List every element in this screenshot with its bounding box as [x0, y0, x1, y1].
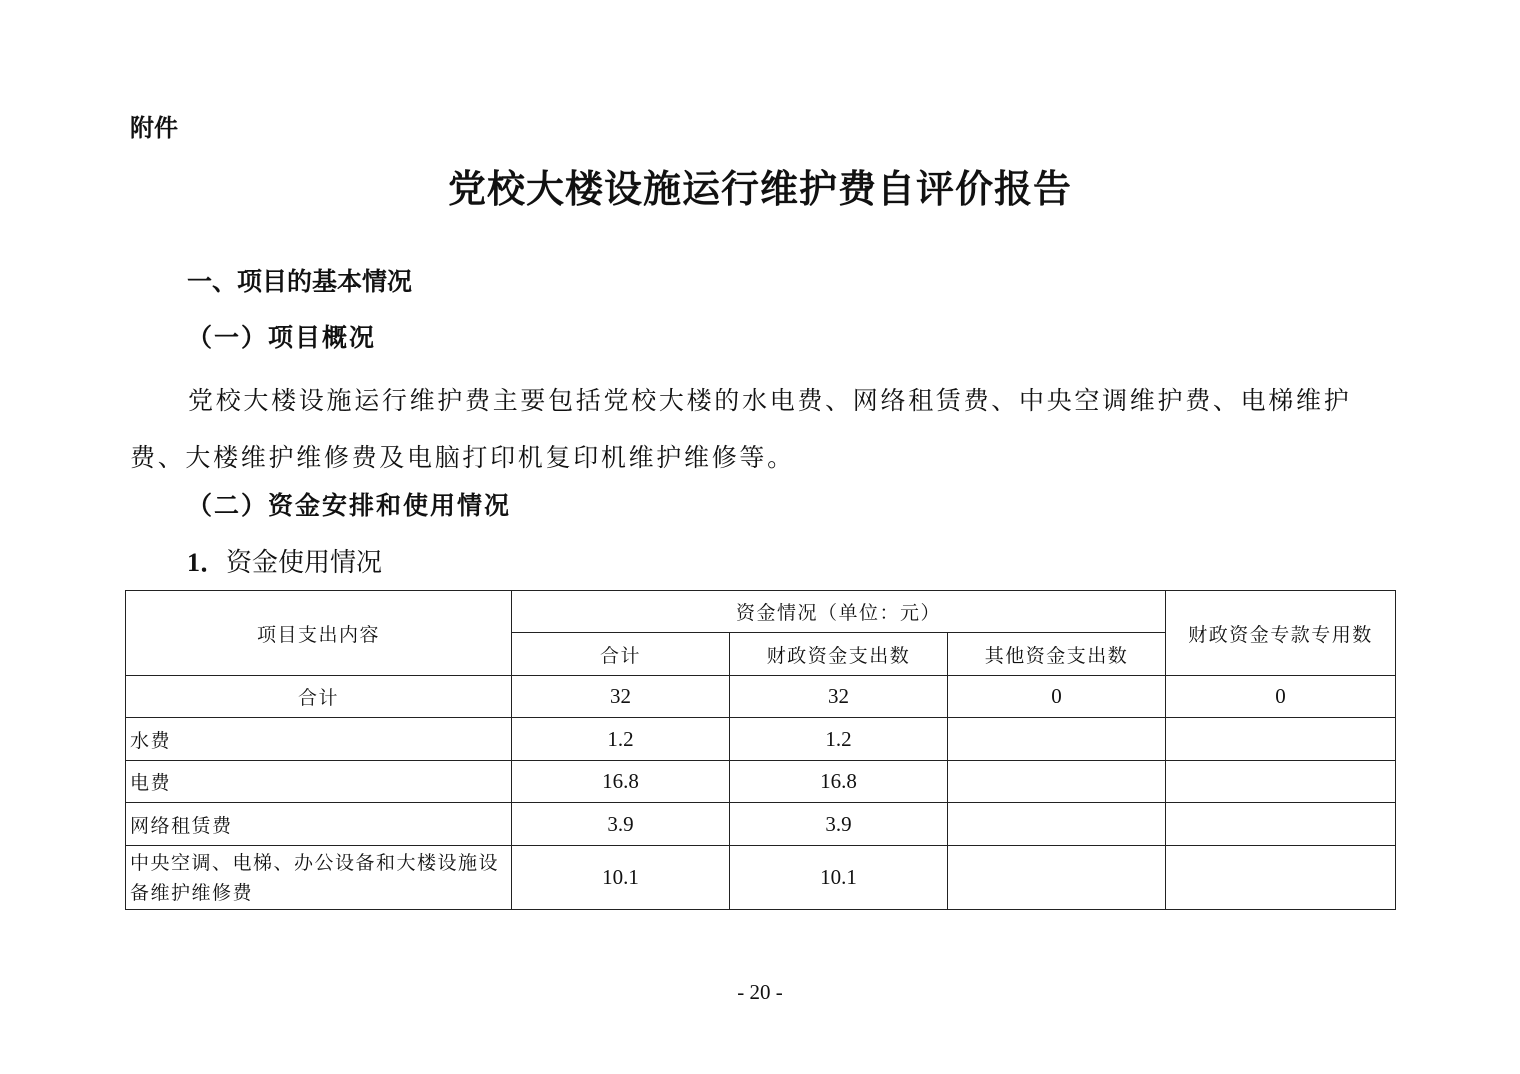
table-header-row — [126, 591, 1396, 633]
page-number: - 20 - — [737, 980, 783, 1004]
row-special — [1166, 761, 1396, 803]
row-total: 32 — [512, 676, 730, 718]
row-item: 中央空调、电梯、办公设备和大楼设施设备维护维修费 — [126, 846, 512, 910]
subsection-heading-funding: （二）资金安排和使用情况 — [187, 491, 512, 520]
row-fiscal: 10.1 — [730, 846, 948, 910]
item-number: 1． — [187, 548, 227, 577]
row-item: 电费 — [126, 761, 512, 803]
row-special — [1166, 846, 1396, 910]
row-special — [1166, 718, 1396, 761]
attachment-label: 附件 — [130, 114, 178, 142]
section-heading-basic-info: 一、项目的基本情况 — [187, 267, 413, 296]
row-total: 16.8 — [512, 761, 730, 803]
row-total: 10.1 — [512, 846, 730, 910]
header-item-content: 项目支出内容 — [126, 591, 512, 676]
row-other — [948, 761, 1166, 803]
table-row — [126, 846, 1396, 910]
header-fiscal-expenditure: 财政资金支出数 — [730, 633, 948, 676]
row-item: 网络租赁费 — [126, 803, 512, 846]
table-row — [126, 718, 1396, 761]
row-other — [948, 718, 1166, 761]
header-other-expenditure: 其他资金支出数 — [948, 633, 1166, 676]
row-fiscal: 3.9 — [730, 803, 948, 846]
row-fiscal: 1.2 — [730, 718, 948, 761]
header-funds-group: 资金情况（单位：元） — [512, 591, 1166, 633]
row-special: 0 — [1166, 676, 1396, 718]
overview-paragraph: 党校大楼设施运行维护费主要包括党校大楼的水电费、网络租赁费、中央空调维护费、电梯维护费、大楼维护维修费及电脑打印机复印机维护维修等。 — [130, 386, 1352, 472]
header-total: 合计 — [512, 633, 730, 676]
row-fiscal: 32 — [730, 676, 948, 718]
row-item: 合计 — [126, 676, 512, 718]
row-total: 3.9 — [512, 803, 730, 846]
item-heading-text: 资金使用情况 — [226, 548, 383, 578]
row-fiscal: 16.8 — [730, 761, 948, 803]
row-other — [948, 846, 1166, 910]
row-other — [948, 803, 1166, 846]
table-row — [126, 761, 1396, 803]
funds-usage-table — [125, 590, 1396, 910]
subsection-heading-overview: （一）项目概况 — [187, 323, 377, 352]
row-special — [1166, 803, 1396, 846]
document-title: 党校大楼设施运行维护费自评价报告 — [447, 166, 1072, 211]
table-row — [126, 676, 1396, 718]
header-special-use: 财政资金专款专用数 — [1166, 591, 1396, 676]
row-total: 1.2 — [512, 718, 730, 761]
row-item: 水费 — [126, 718, 512, 761]
row-other: 0 — [948, 676, 1166, 718]
table-row — [126, 803, 1396, 846]
item-heading-fund-usage — [187, 542, 382, 579]
